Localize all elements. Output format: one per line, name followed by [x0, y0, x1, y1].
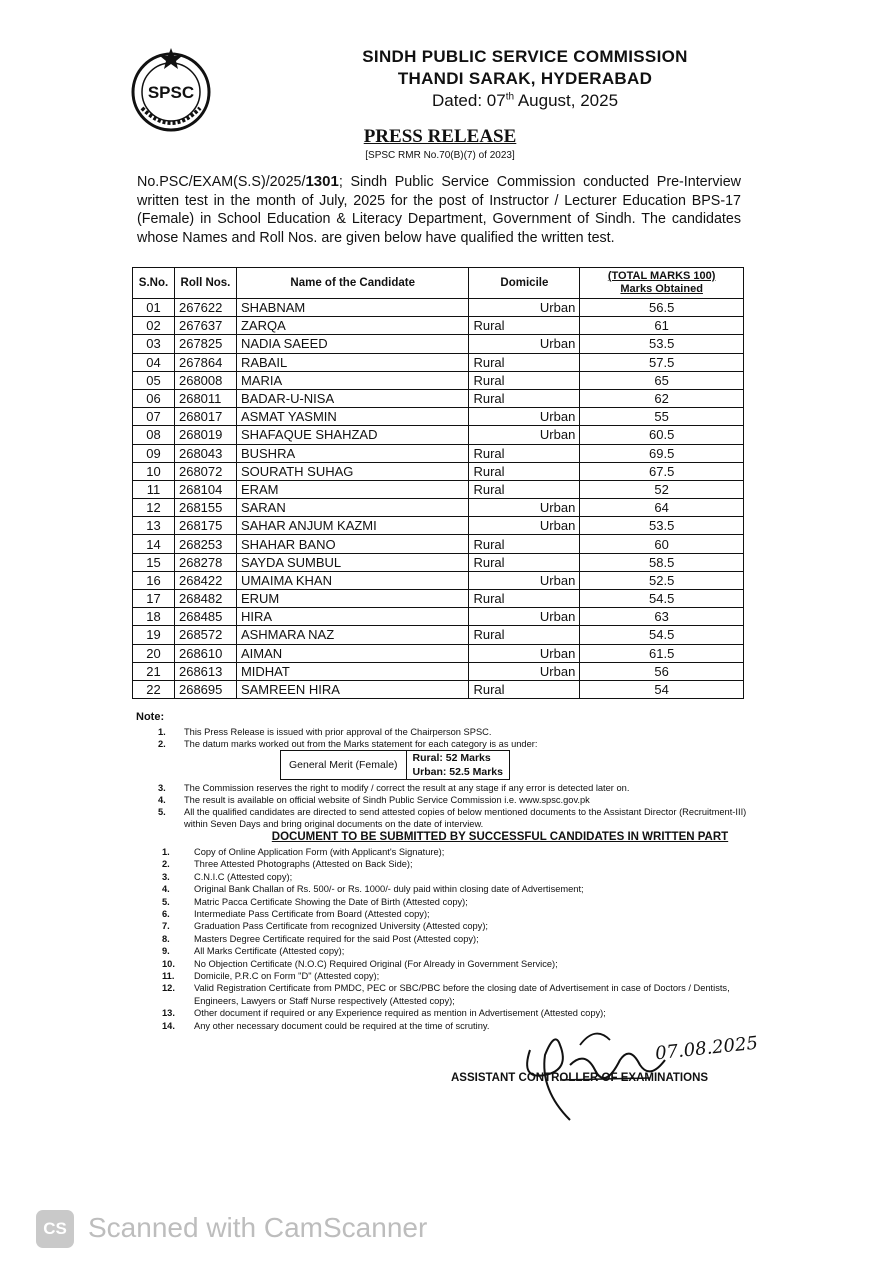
note-list-top	[158, 726, 537, 750]
table-row	[133, 353, 744, 371]
press-release-ref: [SPSC RMR No.70(B)(7) of 2023]	[365, 150, 515, 161]
cell-marks: 57.5	[580, 353, 744, 371]
cell-domicile: Rural	[469, 535, 580, 553]
dated-line: Dated: 07th August, 2025	[431, 91, 619, 110]
cell-name: SHAHAR BANO	[236, 535, 469, 553]
cell-sno: 13	[133, 517, 175, 535]
col-domicile: Domicile	[469, 268, 580, 299]
cell-roll: 268155	[174, 499, 236, 517]
col-name: Name of the Candidate	[236, 268, 469, 299]
list-item: 4. Original Bank Challan of Rs. 500/- or Rs. 1000/- duly paid within closing date of Advertisement;	[162, 884, 584, 895]
cell-roll: 267825	[174, 335, 236, 353]
cell-domicile: Rural	[469, 462, 580, 480]
list-item: 12. Valid Registration Certificate from PMDC, PEC or SBC/PBC before the closing date of Advertisement in case of Doctors / Dentists, Engineers, Lawyers or Staff Nurse respectively (Attested copy);	[162, 983, 730, 1006]
table-row	[133, 371, 744, 389]
note-list-bottom	[158, 782, 748, 830]
list-item: 5. Matric Pacca Certificate Showing the Date of Birth (Attested copy);	[162, 896, 468, 907]
cell-name: ERAM	[236, 480, 469, 498]
list-item: 4. The result is available on official website of Sindh Public Service Commission i.e. www.spsc.gov.pk	[158, 795, 590, 805]
cell-roll: 268253	[174, 535, 236, 553]
cell-domicile: Rural	[469, 480, 580, 498]
table-row	[133, 662, 744, 680]
cell-sno: 01	[133, 299, 175, 317]
list-item: 13. Other document if required or any Experience required as mention in Advertisement (Attested copy);	[162, 1008, 606, 1019]
cell-marks: 52.5	[580, 571, 744, 589]
merit-rural: Rural: 52 Marks	[406, 751, 509, 766]
cell-roll: 268043	[174, 444, 236, 462]
cell-roll: 268008	[174, 371, 236, 389]
signature-date: 07.08.2025	[654, 1032, 759, 1065]
cell-domicile: Urban	[469, 499, 580, 517]
signatory-designation: ASSISTANT CONTROLLER OF EXAMINATIONS	[451, 1072, 709, 1084]
camscanner-watermark: Scanned with CamScanner	[88, 1212, 428, 1243]
cell-marks: 52	[580, 480, 744, 498]
spsc-logo	[128, 46, 214, 132]
list-item: 11. Domicile, P.R.C on Form "D" (Attested copy);	[162, 971, 380, 982]
cell-sno: 22	[133, 680, 175, 698]
cell-roll: 268610	[174, 644, 236, 662]
results-table	[132, 267, 744, 699]
list-item: 9. All Marks Certificate (Attested copy);	[162, 946, 345, 957]
cell-name: ASHMARA NAZ	[236, 626, 469, 644]
cell-roll: 267622	[174, 299, 236, 317]
cell-sno: 08	[133, 426, 175, 444]
cell-domicile: Rural	[469, 371, 580, 389]
merit-urban: Urban: 52.5 Marks	[406, 765, 509, 780]
col-roll: Roll Nos.	[174, 268, 236, 299]
cell-sno: 07	[133, 408, 175, 426]
cell-name: ASMAT YASMIN	[236, 408, 469, 426]
cell-domicile: Urban	[469, 408, 580, 426]
cell-sno: 04	[133, 353, 175, 371]
col-marks: (TOTAL MARKS 100) Marks Obtained	[580, 268, 744, 299]
cell-sno: 10	[133, 462, 175, 480]
cell-roll: 268482	[174, 590, 236, 608]
cell-name: SAYDA SUMBUL	[236, 553, 469, 571]
cell-sno: 02	[133, 317, 175, 335]
org-name: SINDH PUBLIC SERVICE COMMISSION	[362, 47, 688, 66]
cell-sno: 20	[133, 644, 175, 662]
list-item: 8. Masters Degree Certificate required for the said Post (Attested copy);	[162, 933, 479, 944]
press-release-title: PRESS RELEASE	[363, 126, 517, 147]
cell-domicile: Urban	[469, 335, 580, 353]
cell-domicile: Urban	[469, 608, 580, 626]
table-row	[133, 408, 744, 426]
cell-name: SOURATH SUHAG	[236, 462, 469, 480]
cell-domicile: Urban	[469, 644, 580, 662]
cell-name: ZARQA	[236, 317, 469, 335]
cell-name: AIMAN	[236, 644, 469, 662]
table-row	[133, 299, 744, 317]
cell-marks: 67.5	[580, 462, 744, 480]
datum-marks-box	[280, 750, 510, 780]
cell-domicile: Rural	[469, 389, 580, 407]
cell-domicile: Rural	[469, 680, 580, 698]
table-header-row	[133, 268, 744, 299]
list-item: 1. This Press Release is issued with prior approval of the Chairperson SPSC.	[158, 727, 492, 737]
table-row	[133, 335, 744, 353]
cell-domicile: Rural	[469, 317, 580, 335]
cell-marks: 62	[580, 389, 744, 407]
cell-name: SAMREEN HIRA	[236, 680, 469, 698]
cell-domicile: Rural	[469, 444, 580, 462]
cell-sno: 06	[133, 389, 175, 407]
table-row	[133, 571, 744, 589]
list-item: 14. Any other necessary document could be required at the time of scrutiny.	[162, 1020, 490, 1031]
org-address: THANDI SARAK, HYDERABAD	[397, 69, 653, 88]
cell-marks: 55	[580, 408, 744, 426]
cell-marks: 61.5	[580, 644, 744, 662]
list-item: 3. The Commission reserves the right to modify / correct the result at any stage if any error is detected later on.	[158, 783, 630, 793]
cell-roll: 268017	[174, 408, 236, 426]
cell-name: MARIA	[236, 371, 469, 389]
cell-roll: 268572	[174, 626, 236, 644]
cell-marks: 60.5	[580, 426, 744, 444]
cell-marks: 54	[580, 680, 744, 698]
list-item: 6. Intermediate Pass Certificate from Board (Attested copy);	[162, 909, 430, 920]
cell-sno: 18	[133, 608, 175, 626]
cell-name: MIDHAT	[236, 662, 469, 680]
svg-text:SPSC: SPSC	[147, 83, 195, 102]
list-item: 2. The datum marks worked out from the Marks statement for each category is as under:	[158, 739, 538, 749]
table-row	[133, 553, 744, 571]
cell-sno: 12	[133, 499, 175, 517]
cell-marks: 61	[580, 317, 744, 335]
cell-sno: 05	[133, 371, 175, 389]
cell-roll: 268072	[174, 462, 236, 480]
table-row	[133, 317, 744, 335]
cell-name: BADAR-U-NISA	[236, 389, 469, 407]
table-row	[133, 626, 744, 644]
cell-name: ERUM	[236, 590, 469, 608]
cell-marks: 54.5	[580, 626, 744, 644]
list-item: 3. C.N.I.C (Attested copy);	[162, 871, 293, 882]
table-row	[133, 590, 744, 608]
cell-domicile: Rural	[469, 553, 580, 571]
cell-name: RABAIL	[236, 353, 469, 371]
cell-roll: 268278	[174, 553, 236, 571]
table-row	[133, 444, 744, 462]
cell-roll: 268175	[174, 517, 236, 535]
cell-roll: 268019	[174, 426, 236, 444]
cell-roll: 268011	[174, 389, 236, 407]
documents-list	[162, 846, 742, 1032]
table-row	[133, 480, 744, 498]
cell-sno: 03	[133, 335, 175, 353]
cell-sno: 15	[133, 553, 175, 571]
cell-name: SHAFAQUE SHAHZAD	[236, 426, 469, 444]
camscanner-logo: CS	[36, 1210, 74, 1248]
cell-name: SAHAR ANJUM KAZMI	[236, 517, 469, 535]
cell-marks: 56.5	[580, 299, 744, 317]
cell-sno: 21	[133, 662, 175, 680]
cell-sno: 19	[133, 626, 175, 644]
cell-domicile: Rural	[469, 353, 580, 371]
cell-domicile: Urban	[469, 517, 580, 535]
cell-sno: 14	[133, 535, 175, 553]
merit-label: General Merit (Female)	[281, 751, 407, 780]
cell-roll: 268485	[174, 608, 236, 626]
cell-marks: 64	[580, 499, 744, 517]
col-sno: S.No.	[133, 268, 175, 299]
table-row	[133, 608, 744, 626]
cell-marks: 63	[580, 608, 744, 626]
cell-roll: 268104	[174, 480, 236, 498]
cell-marks: 53.5	[580, 335, 744, 353]
list-item: 5. All the qualified candidates are directed to send attested copies of below mentioned documents to the Assistant Director (Recruitment-III) within Seven Days and bring original documents on the date of interview.	[158, 807, 747, 829]
list-item: 1. Copy of Online Application Form (with Applicant's Signature);	[162, 847, 445, 857]
cell-sno: 09	[133, 444, 175, 462]
cell-sno: 17	[133, 590, 175, 608]
table-row	[133, 517, 744, 535]
cell-marks: 54.5	[580, 590, 744, 608]
cell-roll: 267637	[174, 317, 236, 335]
table-row	[133, 462, 744, 480]
cell-domicile: Urban	[469, 426, 580, 444]
cell-name: HIRA	[236, 608, 469, 626]
cell-sno: 11	[133, 480, 175, 498]
cell-marks: 53.5	[580, 517, 744, 535]
table-row	[133, 426, 744, 444]
table-row	[133, 680, 744, 698]
cell-marks: 60	[580, 535, 744, 553]
table-row	[133, 389, 744, 407]
cell-name: UMAIMA KHAN	[236, 571, 469, 589]
cell-marks: 69.5	[580, 444, 744, 462]
list-item: 7. Graduation Pass Certificate from recognized University (Attested copy);	[162, 921, 489, 932]
cell-name: NADIA SAEED	[236, 335, 469, 353]
cell-name: SARAN	[236, 499, 469, 517]
list-item: 2. Three Attested Photographs (Attested on Back Side);	[162, 859, 413, 870]
cell-marks: 56	[580, 662, 744, 680]
cell-name: SHABNAM	[236, 299, 469, 317]
list-item: 10. No Objection Certificate (N.O.C) Required Original (For Already in Government Service);	[162, 958, 558, 969]
cell-roll: 268422	[174, 571, 236, 589]
cell-roll: 268613	[174, 662, 236, 680]
cell-marks: 58.5	[580, 553, 744, 571]
cell-domicile: Rural	[469, 626, 580, 644]
cell-marks: 65	[580, 371, 744, 389]
table-row	[133, 499, 744, 517]
cell-domicile: Urban	[469, 662, 580, 680]
cell-domicile: Rural	[469, 590, 580, 608]
cell-domicile: Urban	[469, 571, 580, 589]
cell-roll: 267864	[174, 353, 236, 371]
note-heading: Note:	[136, 711, 165, 723]
table-row	[133, 535, 744, 553]
cell-name: BUSHRA	[236, 444, 469, 462]
cell-domicile: Urban	[469, 299, 580, 317]
cell-sno: 16	[133, 571, 175, 589]
intro-paragraph: No.PSC/EXAM(S.S)/2025/1301; Sindh Public Service Commission conducted Pre-Interview written test in the month of July, 2025 for the post of Instructor / Lecturer Education BPS-17 (Female) in School Education & Literacy Department, Government of Sindh. The candidates whose Names and Roll Nos. are given below have qualified the written test.	[137, 173, 741, 246]
cell-roll: 268695	[174, 680, 236, 698]
documents-heading: DOCUMENT TO BE SUBMITTED BY SUCCESSFUL CANDIDATES IN WRITTEN PART	[271, 831, 729, 843]
table-row	[133, 644, 744, 662]
